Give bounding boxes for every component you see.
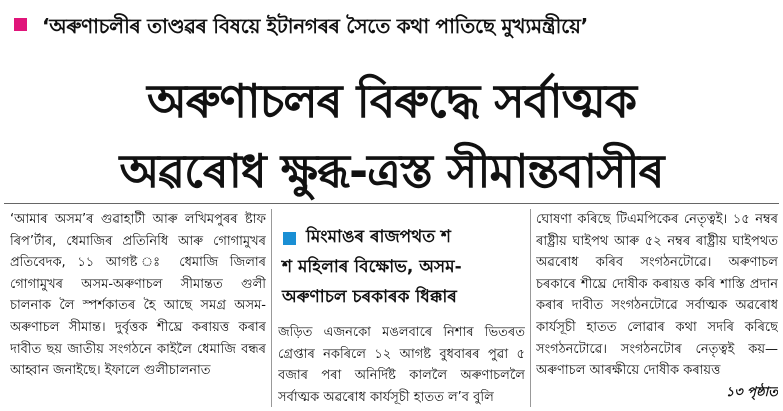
subhead-square-icon — [283, 232, 296, 245]
subhead-line-1: মিংমাঙৰ ৰাজপথত শ — [306, 227, 451, 247]
right-column — [536, 209, 778, 409]
headline-line-2: অৱৰোধ ক্ষুব্ধ-ত্ৰস্ত সীমান্তবাসীৰ — [119, 144, 664, 198]
divider — [4, 203, 779, 204]
left-column — [10, 209, 266, 409]
main-headline — [0, 66, 783, 206]
subhead-line-3: অৰুণাচল চৰকাৰক ধিক্কাৰ — [282, 287, 457, 307]
headline-line-1: অৰুণাচলৰ বিৰুদ্ধে সৰ্বাত্মক — [146, 74, 637, 128]
sub-headline — [278, 222, 526, 314]
page-reference: ১৩ পৃষ্ঠাত — [725, 384, 778, 400]
middle-column-text: জড়িত এজনকো মঙলবাৰে নিশাৰ ভিতৰত গ্ৰেপ্তাৰ নকৰিলে ১২ আগষ্ট বুধবাৰৰ পুৱা ৫ বজাৰ পৰা অনিৰ্দিষ্ট কাললৈ অৰুণাচললৈ সৰ্বাত্মক অৱৰোধ কাৰ্যসূচী হাতত ল’ব বুলি — [278, 325, 525, 405]
left-column-text: ‘আমাৰ অসম’ৰ গুৱাহাটী আৰু লখিমপুৰৰ ষ্টাফ ৰিপ’ৰ্টাৰ, ধেমাজিৰ প্ৰতিনিধি আৰু গোগামুখৰ প্ৰতিবেদক, ১১ আগষ্ট ঃ ধেমাজি জিলাৰ গোগামুখৰ অসম-অৰুণাচল সীমান্তত গুলী চালনাক লৈ স্পৰ্শকাতৰ হৈ আছে সমগ্ৰ অসম-অৰুণাচল সীমান্ত। দুৰ্বৃত্তক শীঘ্ৰে কৰায়ত্ত কৰাৰ দাবীত ছয় জাতীয় সংগঠনে কাইলৈ ধেমাজি বন্ধৰ আহ্বান জনাইছে। ইফালে গুলীচালনাত — [10, 212, 266, 379]
column-divider-right — [530, 209, 531, 407]
right-column-text: ঘোষণা কৰিছে টিএমপিকেৰ নেতৃত্বই। ১৫ নম্বৰ ৰাষ্ট্ৰীয় ঘাইপথ আৰু ৫২ নম্বৰ ৰাষ্ট্ৰীয় ঘাইপথত অৱৰোধ কৰিব সংগঠনটোৱে। অৰুণাচল চৰকাৰে শীঘ্ৰে দোষীক কৰায়ত্ত কৰি শাস্তি প্ৰদান কৰাৰ দাবীত সংগঠনটোৱে সৰ্বাত্মক অৱৰোধ কাৰ্যসূচী হাতত লোৱাৰ কথা সদৰি কৰিছে সংগঠনটোৱে। সংগঠনটোৰ নেতৃত্বই কয়— অৰুণাচল আৰক্ষীয়ে দোষীক কৰায়ত্ত — [536, 212, 778, 379]
kicker — [8, 4, 778, 40]
kicker-text: ‘অৰুণাচলীৰ তাণ্ডৱৰ বিষয়ে ইটানগৰৰ সৈতে কথা পাতিছে মুখ্যমন্ত্ৰীয়ে’ — [42, 14, 588, 38]
column-divider-left — [271, 209, 272, 407]
middle-column — [278, 322, 525, 410]
subhead-line-2: শ মহিলাৰ বিক্ষোভ, অসম- — [282, 257, 462, 277]
kicker-square-icon — [14, 18, 27, 31]
